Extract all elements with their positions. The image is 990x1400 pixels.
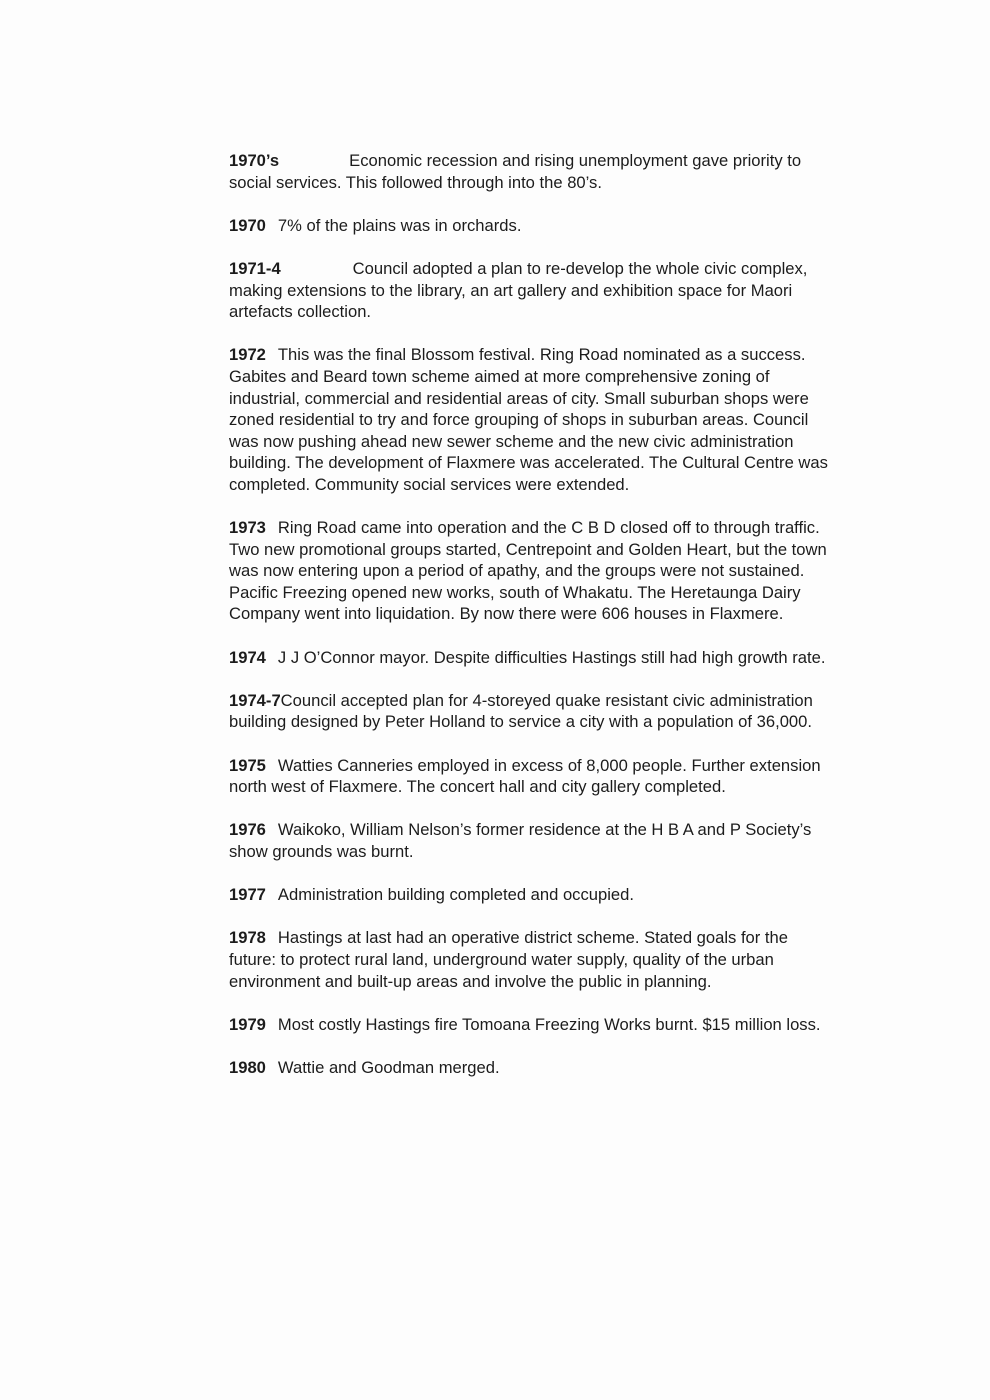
entry-year: 1970’s [229, 151, 280, 170]
entry-year: 1979 [229, 1014, 266, 1034]
entry-text: Wattie and Goodman merged. [277, 1057, 500, 1077]
entry-text: This was the final Blossom festival. Ring Road nominated as a success. Gabites and Beard town scheme aimed at more comprehensive zoning of industrial, commercial and residential areas of city. Small suburban shops were zoned residential to try and force grouping of shops in suburban areas. Council was now pushing ahead new sewer scheme and the new civic administration building. The development of Flaxmere was accelerated. The Cultural Centre was completed. Community social services were extended. [229, 345, 828, 494]
entry-year: 1976 [229, 820, 266, 840]
timeline-entry [229, 1014, 829, 1036]
entry-year: 1975 [229, 755, 266, 775]
entry-text: 7% of the plains was in orchards. [277, 215, 522, 235]
timeline-entry [229, 690, 829, 733]
entry-text: Council adopted a plan to re-develop the whole civic complex, making extensions to the library, an art gallery and exhibition space for Maori artefacts collection. [229, 258, 808, 322]
entry-text: Ring Road came into operation and the C B D closed off to through traffic. Two new promotional groups started, Centrepoint and Golden Heart, but the town was now entering upon a period of apathy, and the groups were not sustained. Pacific Freezing opened new works, south of Whakatu. The Heretaunga Dairy Company went into liquidation. By now there were 606 houses in Flaxmere. [229, 518, 827, 624]
entry-year: 1977 [229, 885, 266, 905]
timeline-entries [229, 150, 829, 1100]
timeline-entry [229, 344, 829, 495]
timeline-entry [229, 647, 829, 669]
entry-year: 1980 [229, 1057, 266, 1077]
entry-text: Council accepted plan for 4-storeyed quake resistant civic administration building designed by Peter Holland to service a city with a population of 36,000. [229, 690, 813, 732]
timeline-entry [229, 215, 829, 237]
entry-text: Administration building completed and occupied. [277, 885, 634, 905]
entry-year: 1972 [229, 345, 266, 365]
timeline-entry [229, 819, 829, 862]
entry-text: Most costly Hastings fire Tomoana Freezing Works burnt. $15 million loss. [277, 1014, 821, 1034]
entry-year: 1974-7 [229, 690, 281, 710]
entry-text: Watties Canneries employed in excess of 8,000 people. Further extension north west of Flaxmere. The concert hall and city gallery completed. [229, 755, 821, 797]
entry-text: Hastings at last had an operative district scheme. Stated goals for the future: to protect rural land, underground water supply, quality of the urban environment and built-up areas and involve the public in planning. [229, 928, 788, 991]
timeline-entry [229, 258, 829, 323]
entry-text: J J O’Connor mayor. Despite difficulties Hastings still had high growth rate. [277, 647, 826, 667]
timeline-entry [229, 517, 829, 625]
entry-year: 1974 [229, 647, 266, 667]
timeline-entry [229, 927, 829, 992]
entry-text: Waikoko, William Nelson’s former residence at the H B A and P Society’s show grounds was burnt. [229, 820, 812, 861]
entry-text: Economic recession and rising unemployment gave priority to social services. This followed through into the 80’s. [229, 151, 802, 192]
timeline-entry [229, 884, 829, 906]
entry-year: 1970 [229, 215, 266, 235]
entry-year: 1978 [229, 928, 266, 948]
entry-year: 1971-4 [229, 258, 281, 278]
timeline-entry [229, 1057, 829, 1079]
entry-year: 1973 [229, 518, 266, 538]
timeline-entry [229, 755, 829, 798]
timeline-entry [229, 150, 829, 193]
